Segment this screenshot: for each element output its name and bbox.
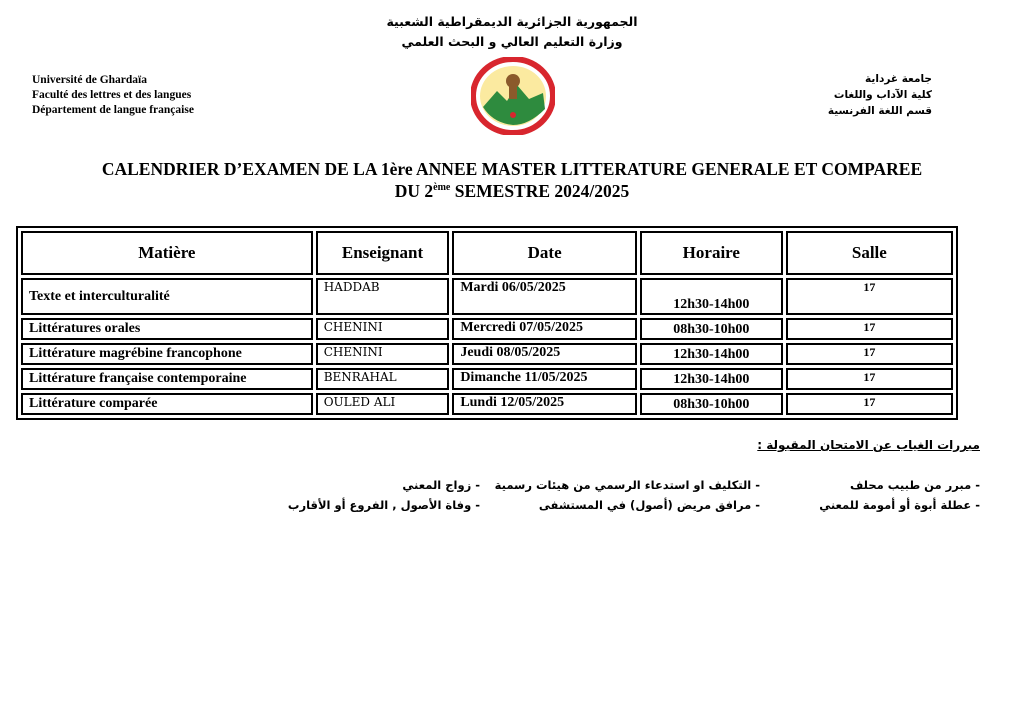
justification-item: - التكليف او استدعاء الرسمي من هيئات رسمية xyxy=(494,478,760,492)
justifications-title: مبررات الغياب عن الامتحان المقبولة : xyxy=(757,438,980,452)
table-row xyxy=(21,368,953,390)
republic-heading: الجمهورية الجزائرية الديمقراطية الشعبية xyxy=(386,14,638,29)
university-name-ar: جامعة غرداية xyxy=(865,73,932,85)
time-cell: 12h30-14h00 xyxy=(640,368,783,390)
time-cell: 08h30-10h00 xyxy=(640,393,783,415)
column-header: Enseignant xyxy=(316,231,450,275)
room-cell: 17 xyxy=(786,343,953,365)
date-cell: Lundi 12/05/2025 xyxy=(452,393,637,415)
room-cell: 17 xyxy=(786,393,953,415)
table-header-row xyxy=(21,231,953,275)
table-row xyxy=(21,318,953,340)
subject-cell: Littérature française contemporaine xyxy=(21,368,313,390)
subject-cell: Texte et interculturalité xyxy=(21,278,313,315)
column-header: Salle xyxy=(786,231,953,275)
time-cell: 12h30-14h00 xyxy=(640,278,783,315)
column-header: Horaire xyxy=(640,231,783,275)
table-row xyxy=(21,393,953,415)
room-cell: 17 xyxy=(786,318,953,340)
exam-calendar-subtitle: DU 2ème SEMESTRE 2024/2025 xyxy=(394,181,630,201)
subject-cell: Littérature comparée xyxy=(21,393,313,415)
teacher-cell: CHENINI xyxy=(316,343,450,365)
time-cell: 12h30-14h00 xyxy=(640,343,783,365)
ministry-heading: وزارة التعليم العالي و البحث العلمي xyxy=(401,34,623,49)
justification-item: - مرافق مريض (أصول) في المستشفى xyxy=(538,498,760,512)
justification-item: - عطلة أبوة أو أمومة للمعني xyxy=(819,498,980,512)
subject-cell: Littérature magrébine francophone xyxy=(21,343,313,365)
teacher-cell: OULED ALI xyxy=(316,393,450,415)
teacher-cell: BENRAHAL xyxy=(316,368,450,390)
table-row xyxy=(21,278,953,315)
department-name-ar: قسم اللغة الفرنسية xyxy=(827,105,932,117)
time-cell: 08h30-10h00 xyxy=(640,318,783,340)
department-name: Département de langue française xyxy=(32,104,194,116)
teacher-cell: CHENINI xyxy=(316,318,450,340)
exam-schedule-table xyxy=(16,226,958,420)
justification-item: - زواج المعني xyxy=(402,478,480,492)
university-name: Université de Ghardaïa xyxy=(32,74,147,86)
table-row xyxy=(21,343,953,365)
faculty-name-ar: كلية الآداب واللغات xyxy=(833,89,932,101)
exam-calendar-title: CALENDRIER D’EXAMEN DE LA 1ère ANNEE MASTER LITTERATURE GENERALE ET COMPAREE xyxy=(101,159,923,179)
faculty-name: Faculté des lettres et des langues xyxy=(32,89,192,101)
date-cell: Mercredi 07/05/2025 xyxy=(452,318,637,340)
room-cell: 17 xyxy=(786,368,953,390)
teacher-cell: HADDAB xyxy=(316,278,450,315)
university-logo xyxy=(471,57,555,135)
justification-item: - مبرر من طبيب محلف xyxy=(849,478,980,492)
justification-item: - وفاة الأصول , الفروع أو الأقارب xyxy=(287,498,480,512)
subject-cell: Littératures orales xyxy=(21,318,313,340)
date-cell: Mardi 06/05/2025 xyxy=(452,278,637,315)
date-cell: Jeudi 08/05/2025 xyxy=(452,343,637,365)
column-header: Matière xyxy=(21,231,313,275)
date-cell: Dimanche 11/05/2025 xyxy=(452,368,637,390)
room-cell: 17 xyxy=(786,278,953,315)
column-header: Date xyxy=(452,231,637,275)
